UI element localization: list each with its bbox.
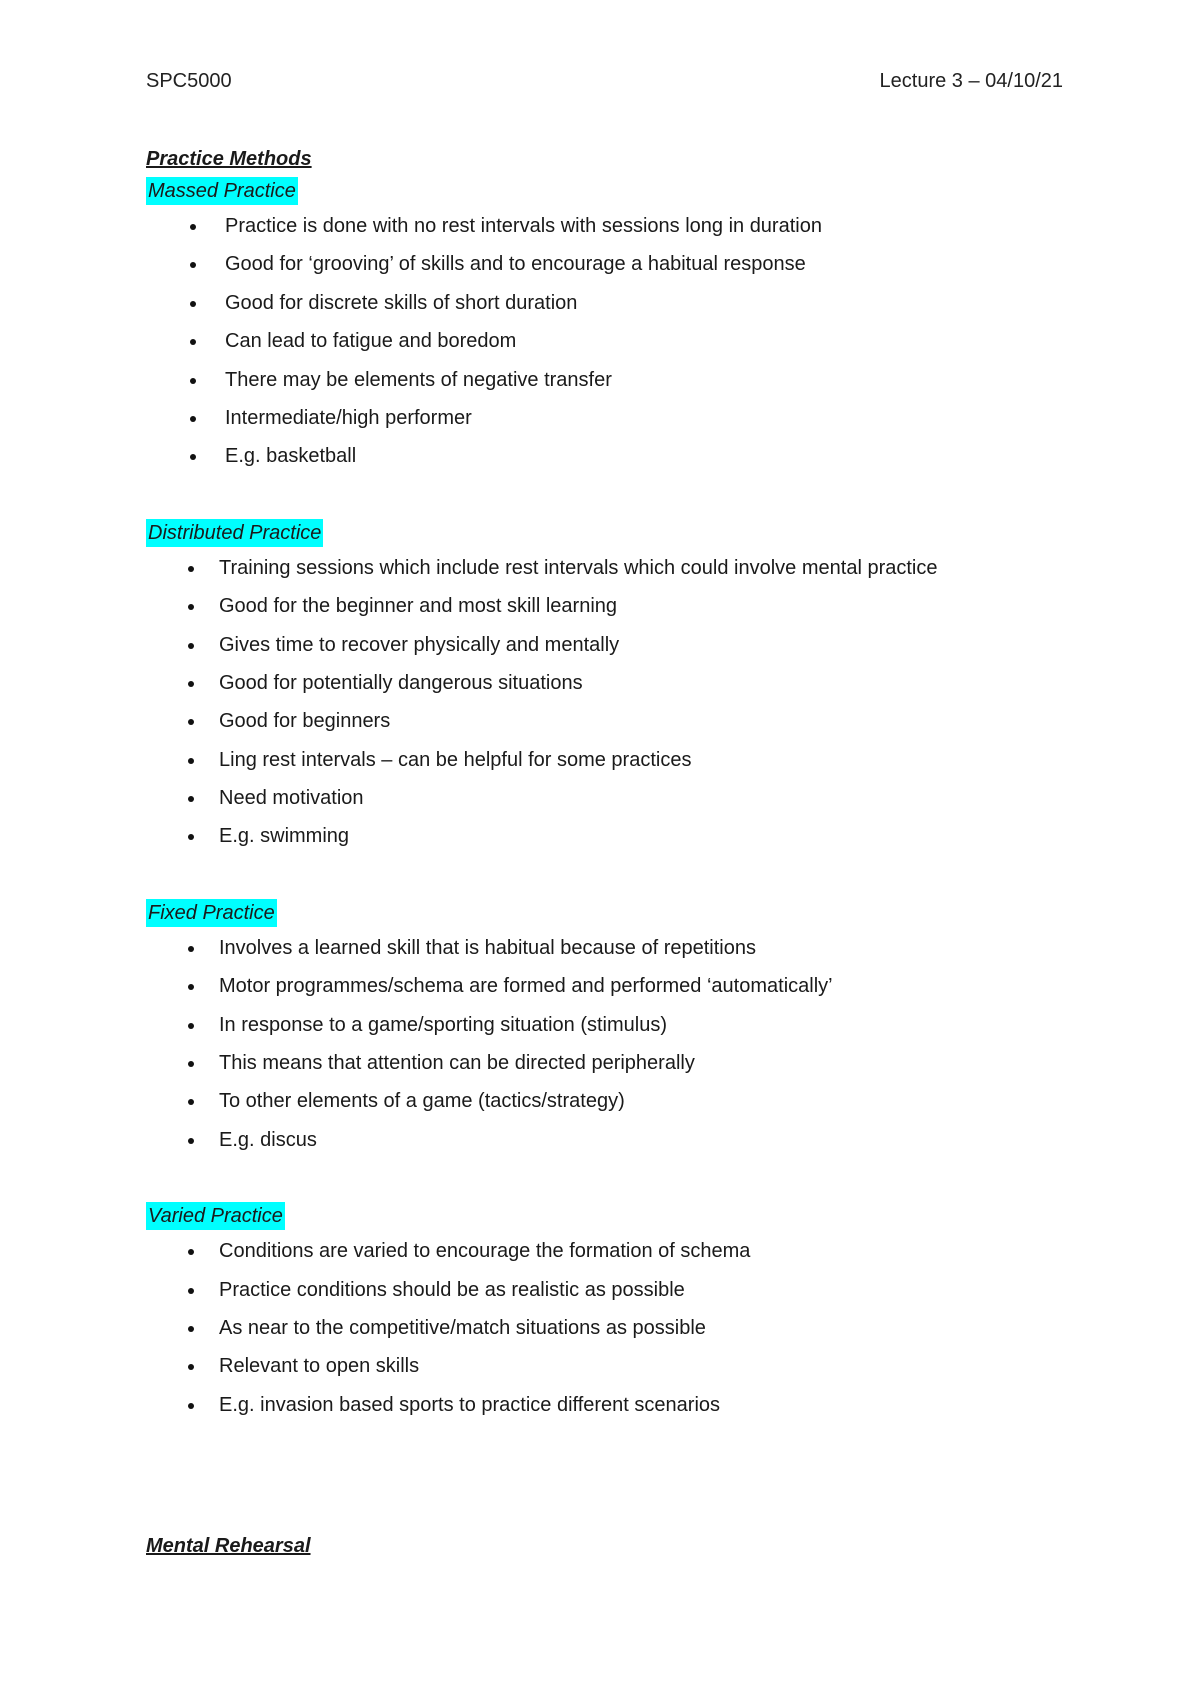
list-item: Ling rest intervals – can be helpful for some practices xyxy=(146,746,1066,784)
list-item: There may be elements of negative transfer xyxy=(146,366,1066,404)
list-item: E.g. discus xyxy=(146,1126,1066,1164)
mental-rehearsal-heading: Mental Rehearsal xyxy=(146,1535,311,1557)
list-item: In response to a game/sporting situation (stimulus) xyxy=(146,1011,1066,1049)
section-heading: Varied Practice xyxy=(146,1202,285,1230)
list-item: E.g. basketball xyxy=(146,442,1066,480)
list-item: Can lead to fatigue and boredom xyxy=(146,327,1066,365)
bullet-list xyxy=(146,554,1066,861)
list-item: Good for ‘grooving’ of skills and to encourage a habitual response xyxy=(146,250,1066,288)
page-header xyxy=(146,70,1063,93)
section-massed-practice xyxy=(146,177,1066,481)
bullet-list xyxy=(146,212,1066,481)
list-item: Good for beginners xyxy=(146,707,1066,745)
list-item: Motor programmes/schema are formed and performed ‘automatically’ xyxy=(146,972,1066,1010)
list-item: As near to the competitive/match situations as possible xyxy=(146,1314,1066,1352)
section-fixed-practice xyxy=(146,899,1066,1164)
list-item: Good for discrete skills of short duration xyxy=(146,289,1066,327)
list-item: Involves a learned skill that is habitual because of repetitions xyxy=(146,934,1066,972)
list-item: Intermediate/high performer xyxy=(146,404,1066,442)
section-heading: Fixed Practice xyxy=(146,899,277,927)
lecture-date: Lecture 3 – 04/10/21 xyxy=(879,70,1063,92)
list-item: Relevant to open skills xyxy=(146,1352,1066,1390)
list-item: E.g. swimming xyxy=(146,822,1066,860)
list-item: Training sessions which include rest intervals which could involve mental practice xyxy=(146,554,1066,592)
list-item: Good for the beginner and most skill learning xyxy=(146,592,1066,630)
list-item: Good for potentially dangerous situations xyxy=(146,669,1066,707)
list-item: Practice conditions should be as realistic as possible xyxy=(146,1276,1066,1314)
document-body xyxy=(146,145,1066,1429)
course-code: SPC5000 xyxy=(146,70,232,92)
list-item: Conditions are varied to encourage the formation of schema xyxy=(146,1237,1066,1275)
main-heading: Practice Methods xyxy=(146,148,312,170)
bullet-list xyxy=(146,934,1066,1164)
list-item: E.g. invasion based sports to practice different scenarios xyxy=(146,1391,1066,1429)
list-item: Need motivation xyxy=(146,784,1066,822)
bullet-list xyxy=(146,1237,1066,1429)
section-varied-practice xyxy=(146,1202,1066,1429)
list-item: This means that attention can be directed peripherally xyxy=(146,1049,1066,1087)
list-item: To other elements of a game (tactics/strategy) xyxy=(146,1087,1066,1125)
section-heading: Massed Practice xyxy=(146,177,298,205)
section-heading: Distributed Practice xyxy=(146,519,323,547)
section-distributed-practice xyxy=(146,519,1066,861)
list-item: Practice is done with no rest intervals with sessions long in duration xyxy=(146,212,1066,250)
list-item: Gives time to recover physically and mentally xyxy=(146,631,1066,669)
